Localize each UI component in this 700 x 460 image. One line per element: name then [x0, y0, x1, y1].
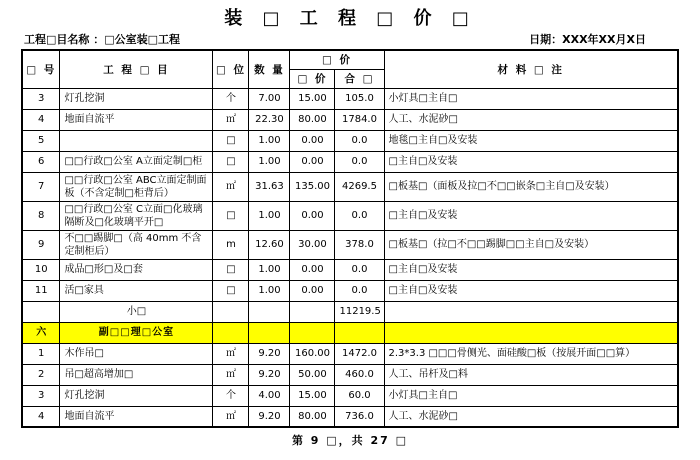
table-row [22, 130, 678, 151]
item-cell: 灯孔挖洞 [60, 385, 213, 406]
date-label: 日期：XXX年XX月X日 [529, 33, 646, 46]
no-cell: 1 [22, 343, 60, 364]
header-qty: 数 量 [249, 50, 290, 88]
remark-cell: 地毯□主自□及安装 [384, 130, 678, 151]
unit-cell [213, 322, 249, 343]
unit-cell: □ [213, 259, 249, 280]
total-cell: 0.0 [335, 259, 384, 280]
qty-cell: 1.00 [249, 130, 290, 151]
no-cell: 7 [22, 172, 60, 201]
no-cell [22, 301, 60, 322]
no-cell: 4 [22, 109, 60, 130]
total-cell: 0.0 [335, 280, 384, 301]
item-cell: □□行政□公室 C立面□化玻璃隔断及□化玻璃平开□ [60, 201, 213, 230]
no-cell: 8 [22, 201, 60, 230]
no-cell: 4 [22, 406, 60, 427]
header-total: 合 □ [335, 69, 384, 88]
total-cell [335, 322, 384, 343]
remark-cell: □主自□及安装 [384, 280, 678, 301]
qty-cell: 9.20 [249, 364, 290, 385]
table-row [22, 201, 678, 230]
item-cell: 灯孔挖洞 [60, 88, 213, 109]
total-cell: 1472.0 [335, 343, 384, 364]
no-cell: 六 [22, 322, 60, 343]
no-cell: 9 [22, 230, 60, 259]
unit-price-cell: 0.00 [290, 259, 335, 280]
unit-cell: □ [213, 280, 249, 301]
no-cell: 6 [22, 151, 60, 172]
unit-cell: ㎡ [213, 172, 249, 201]
unit-price-cell: 80.00 [290, 406, 335, 427]
qty-cell: 1.00 [249, 259, 290, 280]
unit-cell: □ [213, 130, 249, 151]
total-cell: 378.0 [335, 230, 384, 259]
remark-cell: 人工、水泥砂□ [384, 406, 678, 427]
section-header-row [22, 322, 678, 343]
qty-cell [249, 322, 290, 343]
qty-cell: 7.00 [249, 88, 290, 109]
meta-row [0, 33, 700, 49]
table-row [22, 109, 678, 130]
unit-price-cell: 0.00 [290, 130, 335, 151]
total-cell: 60.0 [335, 385, 384, 406]
qty-cell: 1.00 [249, 280, 290, 301]
unit-price-cell: 0.00 [290, 151, 335, 172]
item-cell: 活□家具 [60, 280, 213, 301]
qty-cell: 22.30 [249, 109, 290, 130]
item-cell: 木作吊□ [60, 343, 213, 364]
qty-cell: 12.60 [249, 230, 290, 259]
unit-price-cell: 160.00 [290, 343, 335, 364]
item-cell: 小□ [60, 301, 213, 322]
header-item: 工 程 □ 目 [60, 50, 213, 88]
header-remark: 材 料 □ 注 [384, 50, 678, 88]
item-cell: 成品□形□及□套 [60, 259, 213, 280]
unit-price-cell: 50.00 [290, 364, 335, 385]
unit-price-cell [290, 322, 335, 343]
total-cell: 105.0 [335, 88, 384, 109]
table-row [22, 280, 678, 301]
unit-cell: ㎡ [213, 406, 249, 427]
remark-cell: □板基□（拉□不□□踢脚□□主自□及安装） [384, 230, 678, 259]
unit-cell: 个 [213, 88, 249, 109]
unit-price-cell [290, 301, 335, 322]
total-cell: 736.0 [335, 406, 384, 427]
total-cell: 4269.5 [335, 172, 384, 201]
unit-price-cell: 15.00 [290, 88, 335, 109]
page-number: 第 9 □，共 27 □ [291, 434, 409, 447]
qty-cell [249, 301, 290, 322]
unit-price-cell: 0.00 [290, 280, 335, 301]
remark-cell: 小灯具□主自□ [384, 88, 678, 109]
table-row [22, 364, 678, 385]
unit-cell: ㎡ [213, 343, 249, 364]
page-title: 装 □ 工 程 □ 价 □ [224, 8, 476, 29]
remark-cell: □主自□及安装 [384, 151, 678, 172]
no-cell: 2 [22, 364, 60, 385]
table-row [22, 88, 678, 109]
remark-cell: 人工、吊杆及□料 [384, 364, 678, 385]
qty-cell: 1.00 [249, 151, 290, 172]
unit-price-cell: 80.00 [290, 109, 335, 130]
header-no: □ 号 [22, 50, 60, 88]
table-row [22, 259, 678, 280]
header-unit: □ 位 [213, 50, 249, 88]
no-cell: 10 [22, 259, 60, 280]
table-header [22, 50, 678, 88]
qty-cell: 9.20 [249, 343, 290, 364]
no-cell: 11 [22, 280, 60, 301]
no-cell: 3 [22, 88, 60, 109]
remark-cell: 2.3*3.3 □□□骨侧光、面硅酸□板（按展开面□□算） [384, 343, 678, 364]
item-cell: 吊□超高增加□ [60, 364, 213, 385]
item-cell: □□行政□公室 A立面定制□柜 [60, 151, 213, 172]
table-body [22, 88, 678, 427]
unit-cell [213, 301, 249, 322]
unit-cell: □ [213, 151, 249, 172]
unit-price-cell: 15.00 [290, 385, 335, 406]
unit-cell: m [213, 230, 249, 259]
price-table [21, 49, 679, 428]
remark-cell [384, 301, 678, 322]
item-cell: 地面自流平 [60, 109, 213, 130]
remark-cell: □主自□及安装 [384, 259, 678, 280]
table-row [22, 230, 678, 259]
header-unit-price: □ 价 [290, 69, 335, 88]
remark-cell [384, 322, 678, 343]
item-cell: 不□□踢脚□（高 40mm 不含定制柜后） [60, 230, 213, 259]
total-cell: 1784.0 [335, 109, 384, 130]
unit-cell: 个 [213, 385, 249, 406]
no-cell: 3 [22, 385, 60, 406]
total-cell: 0.0 [335, 130, 384, 151]
qty-cell: 4.00 [249, 385, 290, 406]
unit-price-cell: 135.00 [290, 172, 335, 201]
item-cell: 地面自流平 [60, 406, 213, 427]
remark-cell: □板基□（面板及拉□不□□嵌条□主自□及安装） [384, 172, 678, 201]
unit-price-cell: 0.00 [290, 201, 335, 230]
project-name-label: 工程□目名称 ：□公室装□工程 [24, 33, 181, 46]
item-cell: □□行政□公室 ABC立面定制面板（不含定制□柜背后） [60, 172, 213, 201]
total-cell: 460.0 [335, 364, 384, 385]
remark-cell: 小灯具□主自□ [384, 385, 678, 406]
table-row [22, 151, 678, 172]
total-cell: 11219.5 [335, 301, 384, 322]
unit-cell: ㎡ [213, 109, 249, 130]
table-row [22, 385, 678, 406]
item-cell [60, 130, 213, 151]
item-cell: 副□□理□公室 [60, 322, 213, 343]
header-price-group: □ 价 [290, 50, 384, 69]
unit-price-cell: 30.00 [290, 230, 335, 259]
unit-cell: ㎡ [213, 364, 249, 385]
table-row [22, 172, 678, 201]
total-cell: 0.0 [335, 151, 384, 172]
no-cell: 5 [22, 130, 60, 151]
qty-cell: 9.20 [249, 406, 290, 427]
remark-cell: 人工、水泥砂□ [384, 109, 678, 130]
qty-cell: 1.00 [249, 201, 290, 230]
qty-cell: 31.63 [249, 172, 290, 201]
total-cell: 0.0 [335, 201, 384, 230]
unit-cell: □ [213, 201, 249, 230]
table-row [22, 343, 678, 364]
remark-cell: □主自□及安装 [384, 201, 678, 230]
subtotal-row [22, 301, 678, 322]
table-row [22, 406, 678, 427]
